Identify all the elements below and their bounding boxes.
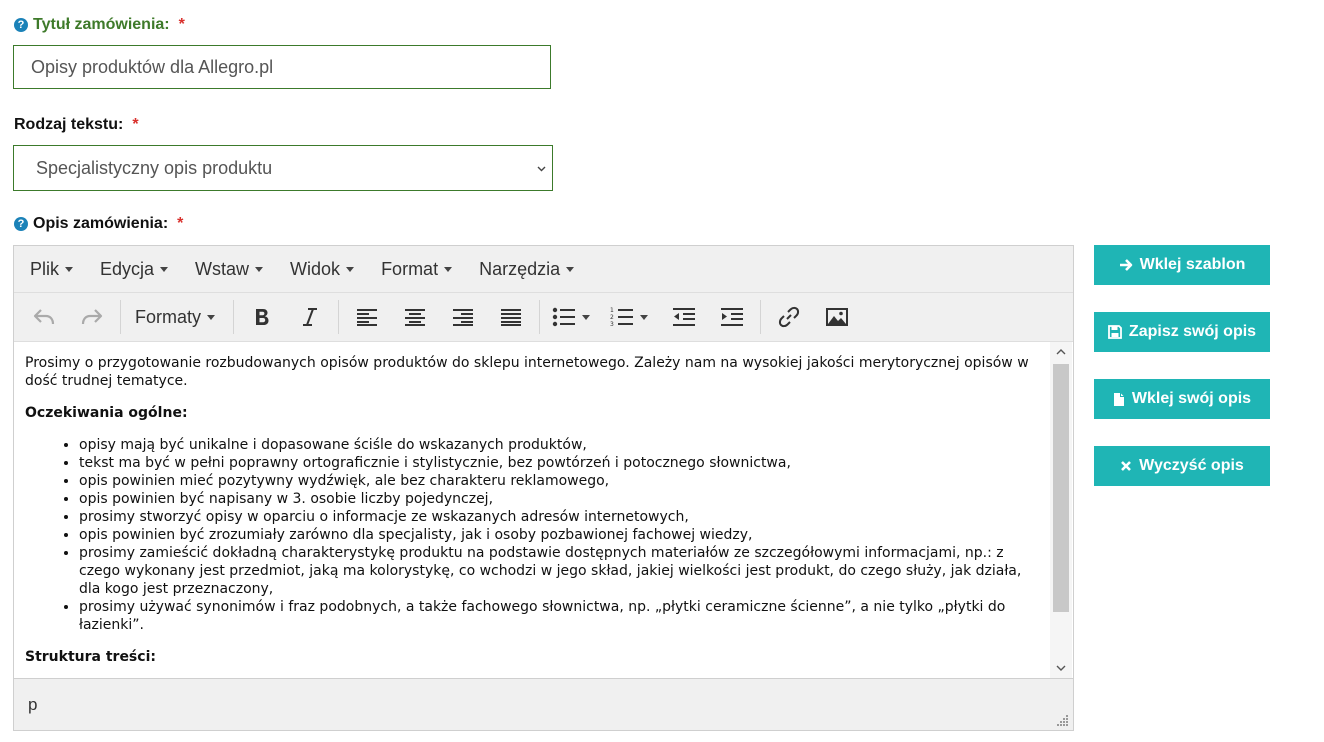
title-label xyxy=(14,16,185,34)
list-item: • opis powinien być napisany w 3. osobie liczby pojedynczej, xyxy=(79,490,1038,508)
intro-paragraph: Prosimy o przygotowanie rozbudowanych opisów produktów do sklepu internetowego. Zależy nam na wysokiej jakości merytorycznej opisów w dość trudnej tematyce. xyxy=(25,355,1029,389)
caret-down-icon xyxy=(346,267,354,272)
caret-down-icon xyxy=(444,267,452,272)
rich-text-editor xyxy=(13,245,1074,731)
formats-dropdown[interactable] xyxy=(129,299,225,335)
bold-icon xyxy=(254,307,270,327)
times-icon xyxy=(1120,460,1132,472)
required-mark: * xyxy=(178,16,185,33)
menu-file-label: Plik xyxy=(30,258,60,279)
file-icon xyxy=(1113,392,1125,407)
required-mark: * xyxy=(177,215,184,232)
menu-edit[interactable] xyxy=(100,259,168,280)
type-select[interactable] xyxy=(13,145,553,191)
required-mark: * xyxy=(132,116,139,133)
caret-down-icon xyxy=(207,315,215,320)
clear-description-button[interactable] xyxy=(1094,446,1270,486)
heading-structure: Struktura treści: xyxy=(25,649,156,665)
align-right-icon xyxy=(452,308,474,326)
outdent-icon xyxy=(672,307,696,327)
list-item: • opisy mają być unikalne i dopasowane ściśle do wskazanych produktów, xyxy=(79,436,1038,454)
list-item: • opis powinien mieć pozytywny wydźwięk, ale bez charakteru reklamowego, xyxy=(79,472,1038,490)
link-button[interactable] xyxy=(769,299,809,335)
section-heading xyxy=(25,404,1038,422)
editor-toolbar xyxy=(14,293,1073,342)
list-item: • prosimy używać synonimów i fraz podobnych, a także fachowego słownictwa, np. „płytki ceramiczne ścienne”, a nie tylko „płytki do łazienki”. xyxy=(79,598,1038,634)
description-label-text: Opis zamówienia: xyxy=(33,215,169,232)
menu-insert[interactable] xyxy=(195,259,263,280)
svg-text:1: 1 xyxy=(610,307,614,314)
indent-icon xyxy=(720,307,744,327)
menu-view-label: Widok xyxy=(290,258,341,279)
menu-tools-label: Narzędzia xyxy=(479,258,561,279)
save-description-button[interactable] xyxy=(1094,312,1270,352)
list-item: • tekst ma być w pełni poprawny ortograficznie i stylistycznie, bez powtórzeń i potocznego słownictwa, xyxy=(79,454,1038,472)
align-left-icon xyxy=(356,308,378,326)
chevron-down-icon xyxy=(537,161,546,175)
bullet-list-button[interactable] xyxy=(548,299,580,335)
caret-down-icon xyxy=(160,267,168,272)
clear-description-label: Wyczyść opis xyxy=(1139,457,1244,474)
heading-general: Oczekiwania ogólne: xyxy=(25,405,188,421)
editor-content[interactable] xyxy=(14,342,1049,678)
type-label-text: Rodzaj tekstu: xyxy=(14,116,124,133)
svg-text:2: 2 xyxy=(610,314,614,321)
save-icon xyxy=(1108,325,1122,339)
list-item: • prosimy zamieścić dokładną charakterystykę produktu na podstawie dostępnych materiałów ze szczegółowymi informacjami, np.: z czego wykonany jest przedmiot, jaką ma kolorystykę, co wchodzi w jego skład, jakiej wielkości jest produkt, do czego służy, jak działa, dla kogo jest przeznaczony, xyxy=(79,544,1038,598)
menu-tools[interactable] xyxy=(479,259,574,280)
list-item: • opis powinien być zrozumiały zarówno dla specjalisty, jak i osoby pozbawionej fachowej wiedzy, xyxy=(79,526,1038,544)
caret-down-icon xyxy=(65,267,73,272)
bullet-list-split-button xyxy=(548,299,590,335)
editor-statusbar xyxy=(14,678,1073,730)
formats-label: Formaty xyxy=(135,306,202,327)
redo-button[interactable] xyxy=(72,299,112,335)
scrollbar-thumb[interactable] xyxy=(1053,364,1069,612)
help-icon[interactable]: ? xyxy=(14,18,28,32)
editor-menubar xyxy=(14,246,1073,293)
paste-template-button[interactable] xyxy=(1094,245,1270,285)
undo-icon xyxy=(33,308,55,326)
align-justify-icon xyxy=(500,308,522,326)
toolbar-separator xyxy=(760,300,761,334)
align-left-button[interactable] xyxy=(347,299,387,335)
align-center-button[interactable] xyxy=(395,299,435,335)
svg-text:3: 3 xyxy=(610,321,614,328)
requirements-list xyxy=(25,436,1038,634)
resize-handle-icon[interactable] xyxy=(1057,714,1069,726)
list-item: • prosimy stworzyć opisy w oparciu o informacje ze wskazanych adresów internetowych, xyxy=(79,508,1038,526)
caret-down-icon xyxy=(566,267,574,272)
caret-down-icon[interactable] xyxy=(582,315,590,320)
paste-template-label: Wklej szablon xyxy=(1139,256,1246,273)
align-right-button[interactable] xyxy=(443,299,483,335)
redo-icon xyxy=(81,308,103,326)
toolbar-separator xyxy=(338,300,339,334)
element-path[interactable]: p xyxy=(28,694,38,714)
scroll-up-icon[interactable] xyxy=(1050,342,1072,362)
caret-down-icon xyxy=(255,267,263,272)
type-label xyxy=(14,116,139,134)
menu-file[interactable] xyxy=(30,259,73,280)
numbered-list-split-button xyxy=(606,299,648,335)
arrow-right-icon xyxy=(1119,258,1133,272)
outdent-button[interactable] xyxy=(664,299,704,335)
numbered-list-icon xyxy=(610,306,634,328)
menu-format-label: Format xyxy=(381,258,439,279)
title-label-text: Tytuł zamówienia: xyxy=(33,16,170,33)
editor-scrollbar[interactable] xyxy=(1050,342,1072,678)
bullet-list-icon xyxy=(552,307,576,327)
numbered-list-button[interactable] xyxy=(606,299,638,335)
toolbar-separator xyxy=(120,300,121,334)
menu-view[interactable] xyxy=(290,259,354,280)
caret-down-icon[interactable] xyxy=(640,315,648,320)
toolbar-separator xyxy=(539,300,540,334)
italic-button[interactable] xyxy=(290,299,330,335)
description-label xyxy=(14,215,183,233)
menu-format[interactable] xyxy=(381,259,452,280)
save-description-label: Zapisz swój opis xyxy=(1128,323,1257,340)
italic-icon xyxy=(302,307,318,327)
menu-edit-label: Edycja xyxy=(100,258,155,279)
link-icon xyxy=(778,306,800,328)
align-justify-button[interactable] xyxy=(491,299,531,335)
type-select-value: Specjalistyczny opis produktu xyxy=(36,157,273,178)
title-input[interactable]: Opisy produktów dla Allegro.pl xyxy=(13,45,551,89)
menu-insert-label: Wstaw xyxy=(195,258,250,279)
align-center-icon xyxy=(404,308,426,326)
image-button[interactable] xyxy=(817,299,857,335)
scroll-down-icon[interactable] xyxy=(1050,658,1072,678)
indent-button[interactable] xyxy=(712,299,752,335)
undo-button[interactable] xyxy=(24,299,64,335)
bold-button[interactable] xyxy=(242,299,282,335)
help-icon[interactable]: ? xyxy=(14,217,28,231)
section-heading xyxy=(25,648,1038,666)
image-icon xyxy=(826,308,848,326)
toolbar-separator xyxy=(233,300,234,334)
paste-description-button[interactable] xyxy=(1094,379,1270,419)
paste-description-label: Wklej swój opis xyxy=(1131,390,1252,407)
